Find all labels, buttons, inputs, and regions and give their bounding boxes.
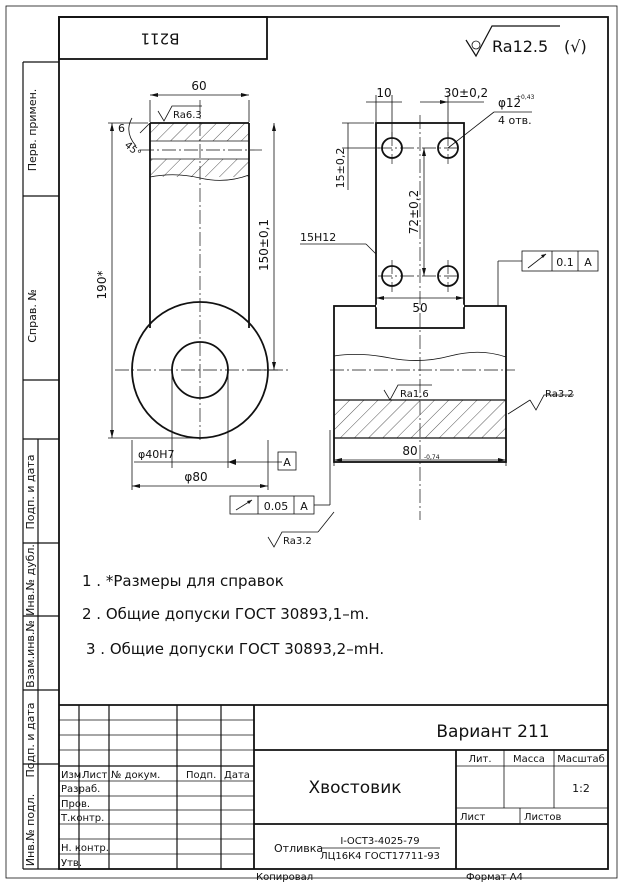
dim-30: 30±0,2 [443, 86, 489, 100]
note-3: 3 . Общие допуски ГОСТ 30893,2–mH. [86, 640, 385, 658]
perp-datum: A [584, 256, 592, 269]
chamfer-size: 6 [118, 122, 125, 135]
dim-10: 10 [376, 86, 392, 100]
top-label: В211 [140, 29, 180, 48]
scale-label: Масштаб [557, 754, 605, 765]
sheet-label: Лист [460, 812, 486, 823]
dim-80: 80 [402, 444, 418, 458]
runout-datum: A [300, 500, 308, 513]
roughness-right: Ra3.2 [545, 389, 574, 400]
row-checked: Пров. [61, 799, 91, 810]
col-date: Дата [224, 770, 250, 781]
material-label: Отливка [274, 842, 324, 855]
dim-190: 190* [95, 270, 109, 300]
dim-outer: φ80 [184, 470, 208, 484]
general-roughness-suffix: (√) [564, 37, 587, 56]
stamp-first-use: Перв. примен. [26, 88, 39, 172]
mass-label: Масса [513, 754, 545, 765]
runout-tol: 0.05 [263, 500, 289, 513]
format-label: Формат А4 [466, 872, 523, 883]
roughness-inner: Ra1.6 [400, 389, 429, 400]
stamp-dupl-inv: Инв.№ дубл. [24, 544, 37, 616]
dim-80-tol: -0,74 [424, 454, 440, 461]
hole-tol: +0,43 [516, 94, 535, 101]
title-block [59, 705, 608, 869]
left-view [95, 79, 337, 547]
variant-title: Вариант 211 [436, 722, 550, 742]
material-bottom: ЛЦ16К4 ГОСТ17711-93 [320, 851, 440, 862]
col-doc: № докум. [111, 770, 161, 781]
general-roughness [466, 26, 587, 56]
col-izm: Изм. [61, 770, 85, 781]
col-sign: Подп. [186, 770, 217, 781]
dim-15: 15±0,2 [334, 147, 347, 189]
part-name: Хвостовик [308, 778, 402, 798]
scale-value: 1:2 [572, 782, 590, 795]
hole-count: 4 отв. [498, 114, 532, 127]
dim-72: 72±0,2 [407, 189, 421, 235]
stamp-sign-date-1: Подп. и дата [24, 454, 37, 530]
note-2: 2 . Общие допуски ГОСТ 30893,1–m. [82, 605, 370, 623]
dim-60: 60 [191, 79, 207, 93]
lit-label: Лит. [468, 754, 492, 765]
dim-bore: φ40H7 [138, 448, 175, 461]
dim-50: 50 [412, 301, 428, 315]
fit-15h12: 15H12 [300, 231, 337, 244]
col-list: Лист [82, 770, 108, 781]
general-roughness-value: Ra12.5 [492, 37, 549, 56]
stamp-ref-no: Справ. № [26, 289, 39, 343]
roughness-bottom: Ra3.2 [283, 536, 312, 547]
stamp-repl-inv: Взам.инв.№ [24, 620, 37, 688]
chamfer-angle: 45° [122, 139, 143, 160]
note-1: 1 . *Размеры для справок [82, 572, 284, 590]
sheets-label: Листов [524, 812, 562, 823]
row-approved: Утв. [61, 858, 82, 869]
row-norm-control: Н. контр. [61, 843, 109, 854]
stamp-orig-inv: Инв.№ подл. [24, 793, 37, 867]
row-tech-control: Т.контр. [61, 813, 105, 824]
datum-a-label: A [283, 456, 291, 469]
stamp-sign-date-2: Подп. и дата [24, 702, 37, 778]
row-developed: Разраб. [61, 784, 101, 795]
roughness-top: Ra6.3 [173, 110, 202, 121]
right-view [300, 86, 598, 520]
side-stamp-block [23, 62, 59, 869]
perp-tol: 0.1 [556, 256, 574, 269]
material-top: I-ОСТ3-4025-79 [340, 836, 420, 847]
dim-150: 150±0,1 [257, 218, 271, 272]
hole-dia: φ12 [498, 96, 522, 110]
outer-frame [6, 6, 617, 878]
copied-label: Копировал [256, 872, 314, 883]
